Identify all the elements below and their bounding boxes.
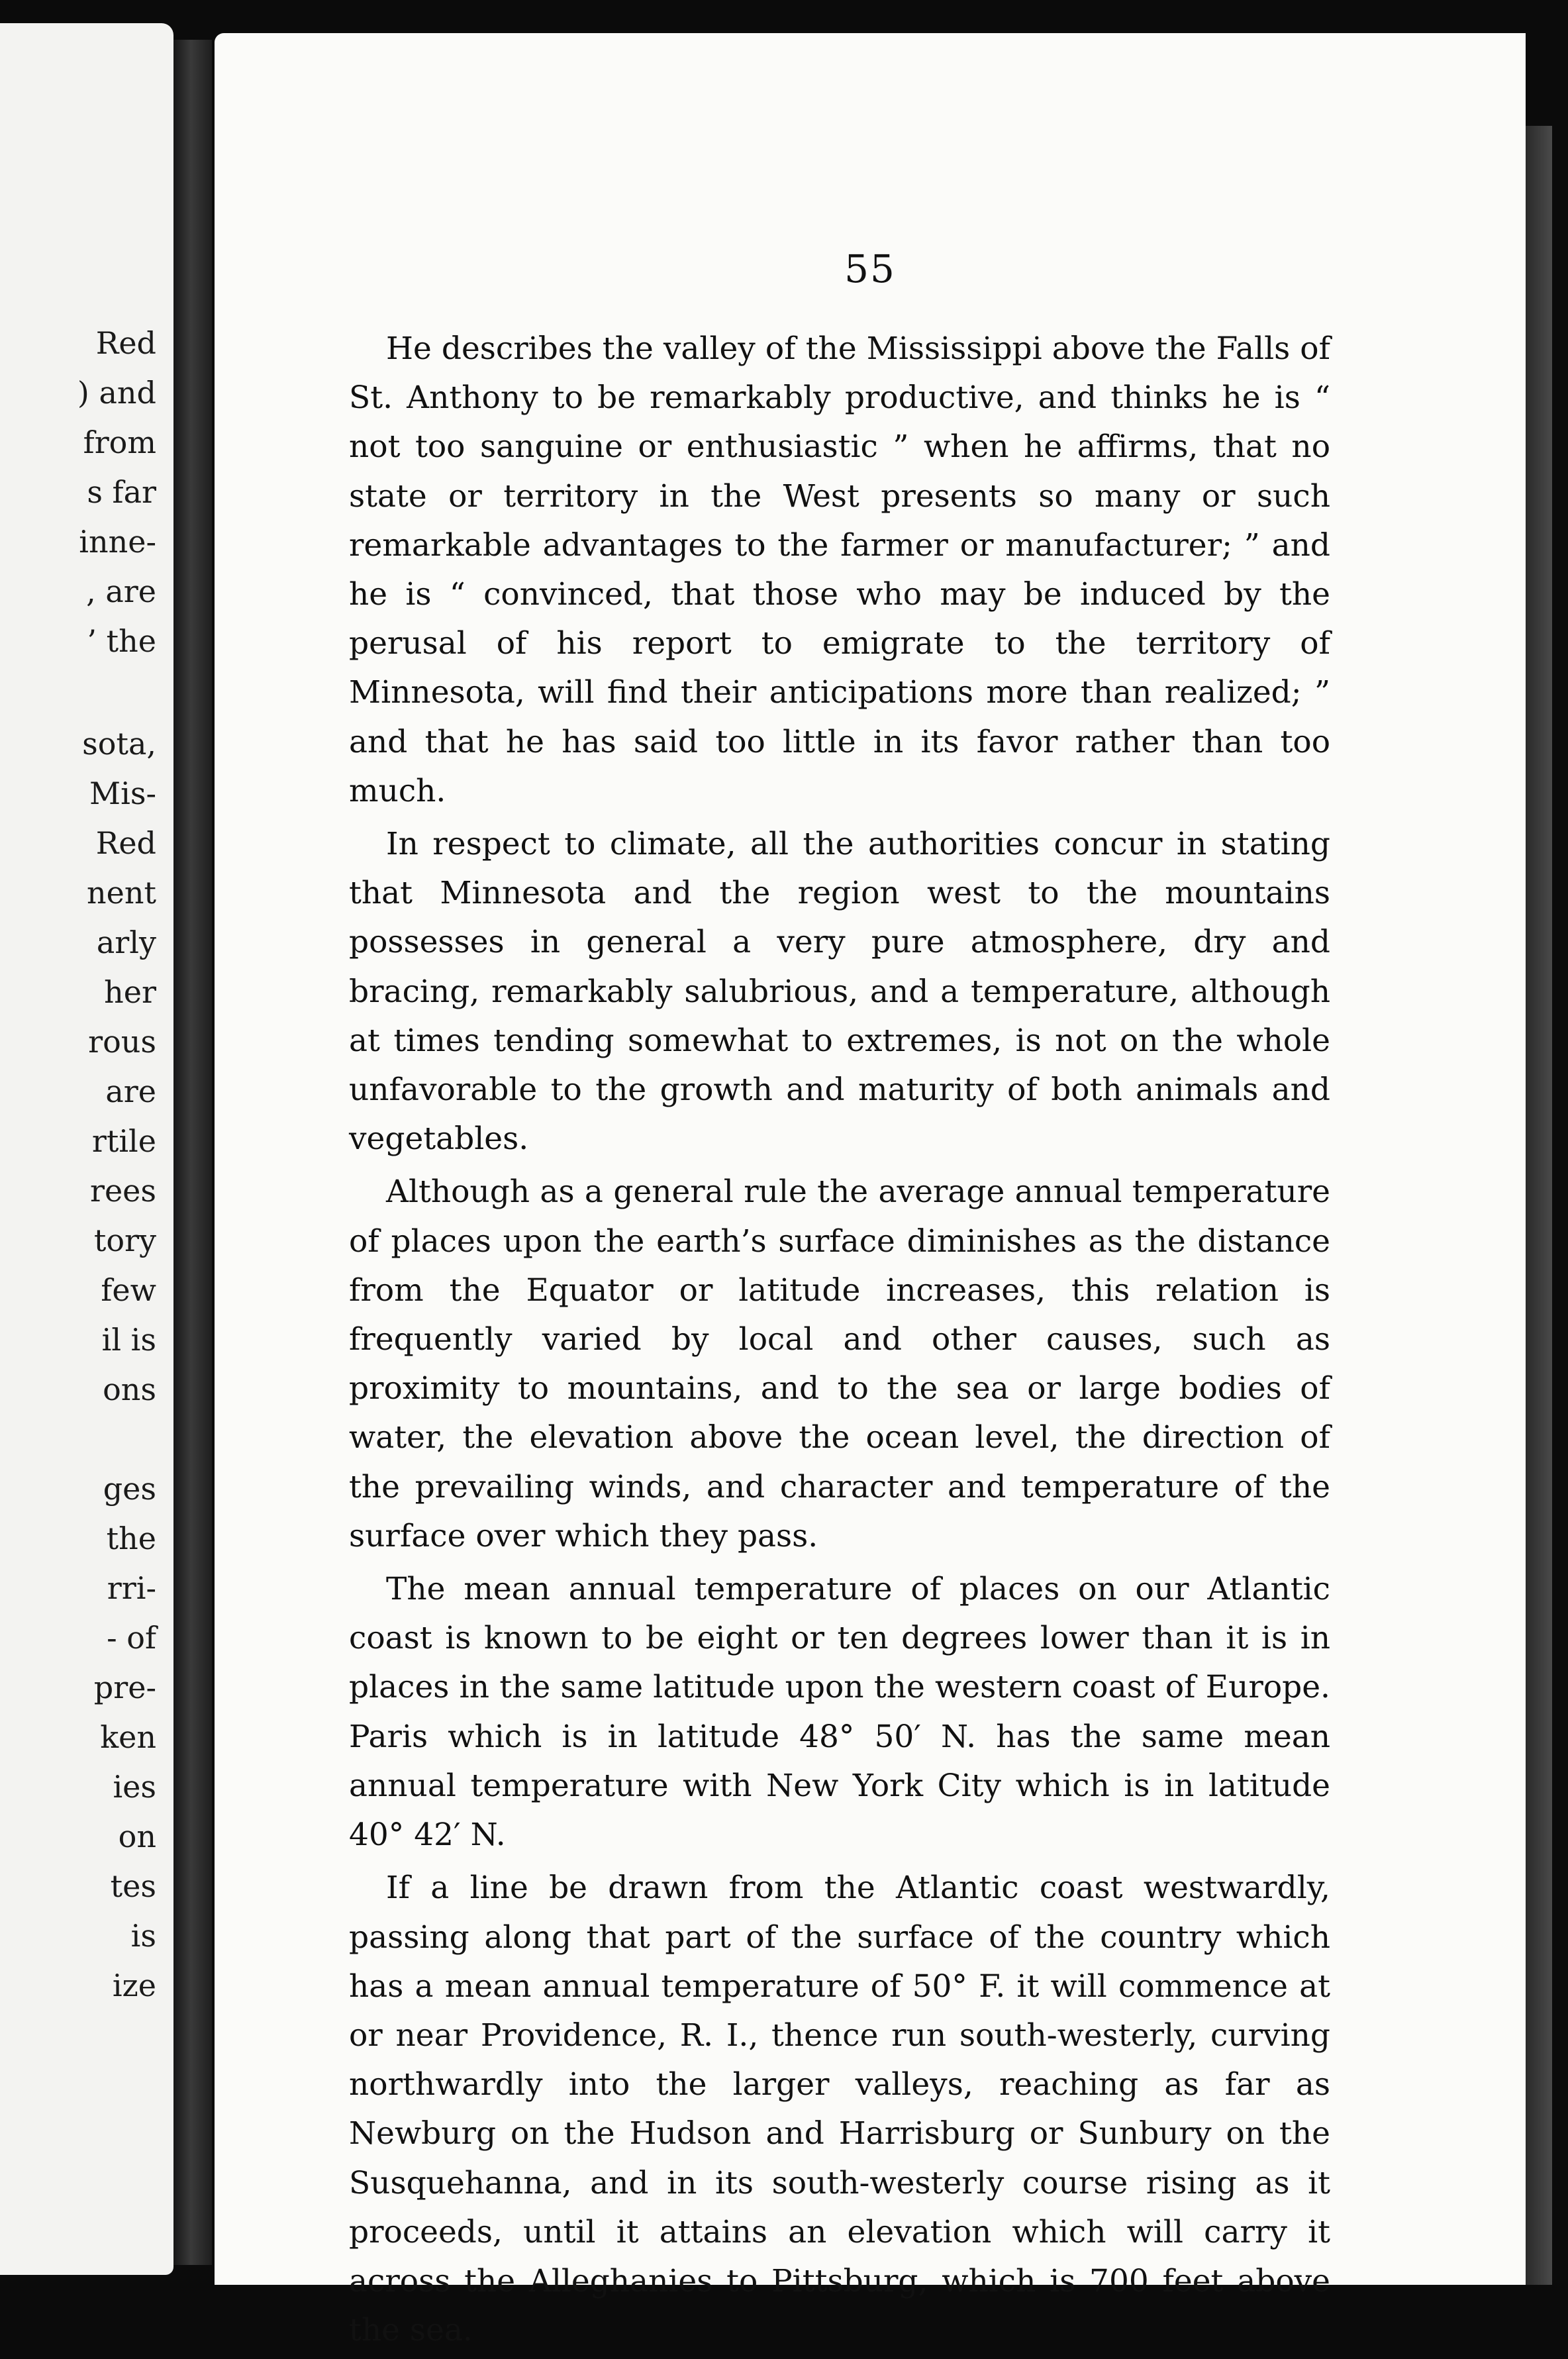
left-page-fragment: - of <box>107 1620 156 1656</box>
left-page-fragment: on <box>118 1819 156 1854</box>
left-page-fragment: ges <box>103 1471 156 1507</box>
paragraph: If a line be drawn from the Atlantic coast westwardly, passing along that part of the surface of the country which has a mean annual temperature of 50° F. it will commence at or near Providence, R. I., thence run south-westerly, curving northwardly into the larger valleys, reaching as far as Newburg on the Hudson and Harrisburg or Sunbury on the Susquehanna, and in its south-westerly course rising as it proceeds, until it attains an elevation which will carry it across the Alleghanies to Pittsburg, which is 700 feet above the sea. <box>349 1870 1330 2349</box>
left-page-fragment: il is <box>101 1322 156 1358</box>
left-page-fragment: sota, <box>82 726 156 762</box>
left-page-fragment: , are <box>86 574 156 609</box>
left-page-fragment: from <box>83 425 156 460</box>
paragraph: The mean annual temperature of places on our Atlantic coast is known to be eight or ten degrees lower than it is in places in the same latitude upon the western coast of Europe. Paris which is in latitude 48° 50′ N. has the same mean annual temperature with New York City which is in latitude 40° 42′ N. <box>349 1571 1330 1854</box>
left-page-fragment: Mis- <box>89 776 156 811</box>
left-page-fragment: ize <box>112 1968 156 2003</box>
page-number: 55 <box>844 246 896 291</box>
paragraph: He describes the valley of the Mississippi above the Falls of St. Anthony to be remarkably productive, and thinks he is “ not too sanguine or enthusiastic ” when he affirms, that no state or territory in the West presents so many or such remarkable advantages to the farmer or manufacturer; ” and he is “ convinced, that those who may be induced by the perusal of his report to emigrate to the territory of Minnesota, will find their anticipations more than realized; ” and that he has said too little in its favor rather than too much. <box>349 330 1330 809</box>
left-page-fragment: her <box>104 974 156 1010</box>
left-page-fragment: Red <box>95 325 156 361</box>
left-page-fragment: arly <box>96 925 156 960</box>
left-page-fragment: is <box>130 1918 156 1954</box>
left-page-fragment: nent <box>87 875 156 911</box>
left-page-fragment: are <box>105 1074 156 1109</box>
left-page-fragment: ) and <box>77 375 156 411</box>
page-body <box>349 325 1330 2359</box>
left-page-fragment: the <box>106 1521 156 1556</box>
left-page-fragment: inne- <box>79 524 156 560</box>
previous-page <box>0 23 173 2275</box>
left-page-fragment: rtile <box>91 1123 156 1159</box>
left-page-fragment: ’ the <box>87 623 156 659</box>
left-page-fragment: ies <box>113 1769 156 1805</box>
left-page-fragment: few <box>101 1272 156 1308</box>
left-page-fragment: rous <box>88 1024 156 1060</box>
left-page-fragment: s far <box>87 474 156 510</box>
paragraph: Although as a general rule the average annual temperature of places upon the earth’s surface diminishes as the distance from the Equator or latitude increases, this relation is frequently varied by local and other causes, such as proximity to mountains, and to the sea or large bodies of water, the elevation above the ocean level, the direction of the prevailing winds, and character and temperature of the surface over which they pass. <box>349 1174 1330 1554</box>
book-gutter <box>173 40 212 2265</box>
left-page-fragment: pre- <box>93 1670 156 1705</box>
paragraph: In respect to climate, all the authorities concur in stating that Minnesota and the region west to the mountains possesses in general a very pure atmosphere, dry and bracing, remarkably salubrious, and a temperature, although at times tending somewhat to extremes, is not on the whole unfavorable to the growth and maturity of both animals and vegetables. <box>349 826 1330 1158</box>
page-edge <box>1526 126 1552 2285</box>
left-page-fragment: Red <box>95 825 156 861</box>
left-page-fragment: ons <box>103 1372 156 1407</box>
left-page-fragment: tes <box>110 1868 156 1904</box>
left-page-fragment: rri- <box>107 1570 156 1606</box>
left-page-fragment: rees <box>89 1173 156 1209</box>
left-page-fragment: ken <box>100 1719 156 1755</box>
left-page-fragment: tory <box>93 1223 156 1258</box>
